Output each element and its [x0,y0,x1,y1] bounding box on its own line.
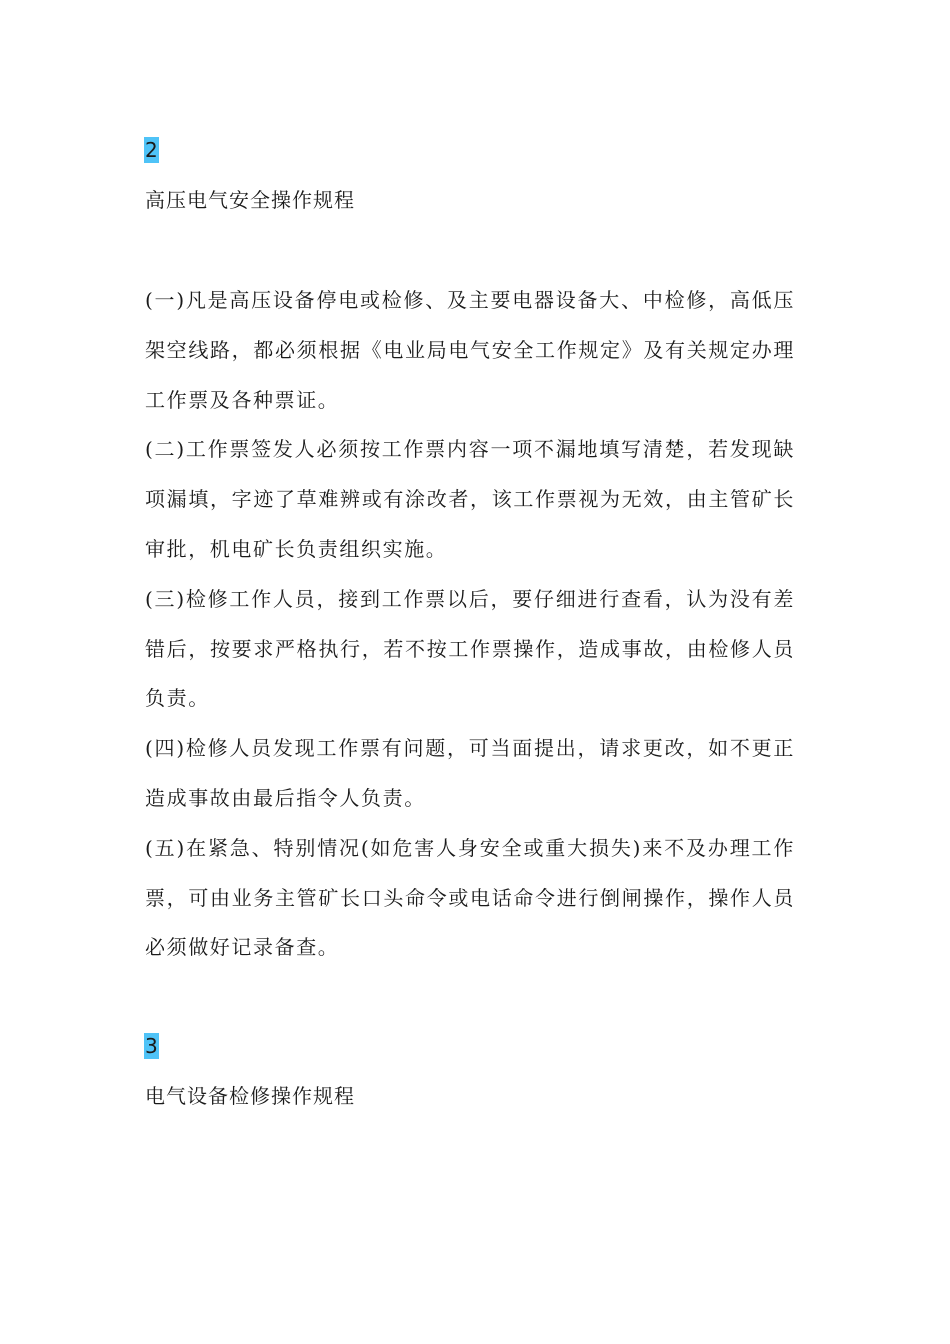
paragraph-5: (五)在紧急、特别情况(如危害人身安全或重大损失)来不及办理工作票，可由业务主管矿长口头命令或电话命令进行倒闸操作，操作人员必须做好记录备查。 [145,835,795,960]
section-number-2: 2 [145,138,158,162]
section-title-high-voltage: 高压电气安全操作规程 [145,188,355,212]
section-number-3: 3 [145,1034,158,1058]
paragraph-3: (三)检修工作人员，接到工作票以后，要仔细进行查看，认为没有差错后，按要求严格执行，若不按工作票操作，造成事故，由检修人员负责。 [145,586,795,711]
section-title-equipment-maintenance: 电气设备检修操作规程 [145,1084,355,1108]
paragraph-4: (四)检修人员发现工作票有问题，可当面提出，请求更改，如不更正造成事故由最后指令人负责。 [145,736,795,810]
paragraph-1: (一)凡是高压设备停电或检修、及主要电器设备大、中检修，高低压架空线路，都必须根据《电业局电气安全工作规定》及有关规定办理工作票及各种票证。 [145,288,795,412]
paragraph-2: (二)工作票签发人必须按工作票内容一项不漏地填写清楚，若发现缺项漏填，字迹了草难辨或有涂改者，该工作票视为无效，由主管矿长审批，机电矿长负责组织实施。 [145,437,795,561]
section-2-body [145,276,795,973]
